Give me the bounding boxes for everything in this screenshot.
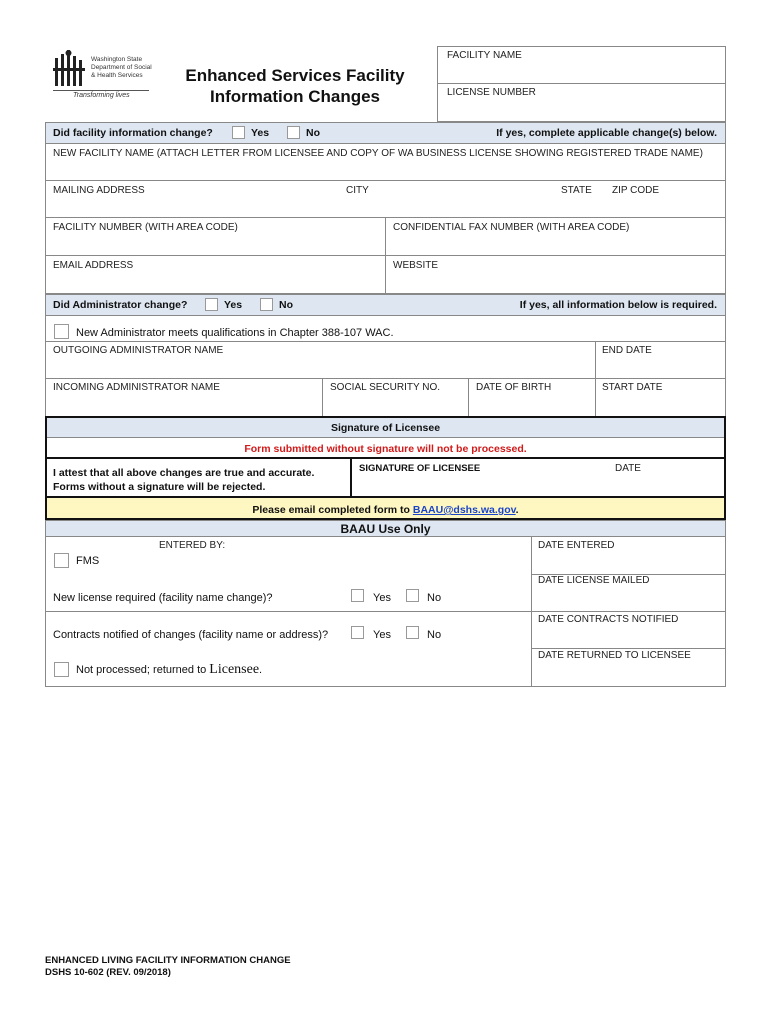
- incoming-admin-field[interactable]: [45, 378, 323, 417]
- signature-heading: Signature of Licensee: [330, 422, 441, 434]
- ssn-field[interactable]: [322, 378, 469, 417]
- facility-change-no-checkbox[interactable]: [287, 126, 300, 139]
- signature-date-label: DATE: [615, 463, 641, 474]
- new-facility-name-label: NEW FACILITY NAME (ATTACH LETTER FROM LICENSEE AND COPY OF WA BUSINESS LICENSE SHOWING REGISTERED TRADE NAME): [53, 148, 703, 159]
- baau-table: [45, 536, 726, 687]
- new-license-question: New license required (facility name change)?: [53, 592, 273, 604]
- incoming-admin-label: INCOMING ADMINISTRATOR NAME: [53, 382, 220, 393]
- facility-change-yes-label: Yes: [251, 127, 270, 139]
- not-processed-licensee: Licensee: [209, 662, 260, 677]
- mailing-address-row: [45, 180, 726, 218]
- fms-label: FMS: [76, 555, 100, 567]
- qualifications-text: New Administrator meets qualifications in Chapter 388-107 WAC.: [76, 327, 394, 339]
- outgoing-admin-label: OUTGOING ADMINISTRATOR NAME: [53, 345, 224, 356]
- outgoing-admin-field[interactable]: [45, 341, 596, 379]
- footer-form-number: DSHS 10-602 (REV. 09/2018): [45, 967, 171, 978]
- logo-line-2: Department of Social: [91, 64, 152, 71]
- entered-by-label: ENTERED BY:: [159, 540, 226, 551]
- contracts-no-checkbox[interactable]: [406, 626, 419, 639]
- state-label: STATE: [561, 185, 592, 196]
- license-number-label: LICENSE NUMBER: [447, 87, 536, 98]
- admin-change-no-checkbox[interactable]: [260, 298, 273, 311]
- signature-heading-bar: [47, 418, 724, 438]
- email-instruction-text: Please email completed form to: [252, 504, 413, 516]
- facility-name-field[interactable]: [437, 46, 726, 84]
- facility-change-instruction: If yes, complete applicable change(s) below.: [496, 127, 717, 139]
- contracts-no-label: No: [427, 629, 442, 641]
- end-date-field[interactable]: [595, 341, 726, 379]
- email-instruction-suffix: .: [515, 504, 519, 516]
- admin-change-header: [45, 294, 726, 316]
- email-address-label: EMAIL ADDRESS: [53, 260, 134, 271]
- end-date-label: END DATE: [602, 345, 652, 356]
- title-line-1: Enhanced Services Facility: [185, 66, 405, 85]
- contracts-question: Contracts notified of changes (facility name or address)?: [53, 629, 329, 641]
- contracts-yes-label: Yes: [373, 629, 391, 641]
- new-license-yes-label: Yes: [373, 592, 391, 604]
- not-processed-checkbox[interactable]: [54, 662, 69, 677]
- date-entered-field[interactable]: [532, 537, 726, 574]
- date-license-mailed-field[interactable]: [532, 575, 726, 611]
- new-license-no-checkbox[interactable]: [406, 589, 419, 602]
- admin-change-no-label: No: [279, 299, 293, 311]
- page-title: [160, 65, 430, 107]
- footer-form-title: ENHANCED LIVING FACILITY INFORMATION CHANGE: [45, 955, 291, 966]
- admin-change-instruction: If yes, all information below is required.: [519, 299, 717, 311]
- title-line-2: Information Changes: [209, 87, 380, 106]
- date-contracts-notified-field[interactable]: [532, 612, 726, 648]
- date-returned-field[interactable]: [532, 649, 726, 686]
- zip-code-label: ZIP CODE: [612, 185, 660, 196]
- date-returned-label: DATE RETURNED TO LICENSEE: [538, 650, 691, 661]
- date-license-mailed-label: DATE LICENSE MAILED: [538, 575, 650, 586]
- logo-line-1: Washington State: [91, 56, 143, 63]
- contracts-yes-checkbox[interactable]: [351, 626, 364, 639]
- facility-change-yes-checkbox[interactable]: [232, 126, 245, 139]
- website-field[interactable]: [385, 255, 726, 294]
- ssn-label: SOCIAL SECURITY NO.: [330, 382, 441, 393]
- facility-change-question: Did facility information change?: [53, 127, 213, 139]
- facility-number-field[interactable]: [45, 217, 386, 256]
- new-license-no-label: No: [427, 592, 442, 604]
- signature-warning: Form submitted without signature will not be processed.: [244, 443, 527, 455]
- qualifications-checkbox[interactable]: [54, 324, 69, 339]
- new-facility-name-field[interactable]: [45, 143, 726, 181]
- fax-number-field[interactable]: [385, 217, 726, 256]
- license-number-field[interactable]: [437, 83, 726, 122]
- admin-change-yes-label: Yes: [224, 299, 243, 311]
- dob-label: DATE OF BIRTH: [476, 382, 552, 393]
- facility-number-label: FACILITY NUMBER (WITH AREA CODE): [53, 222, 238, 233]
- fms-checkbox[interactable]: [54, 553, 69, 568]
- logo-tagline: Transforming lives: [73, 92, 130, 99]
- fax-number-label: CONFIDENTIAL FAX NUMBER (WITH AREA CODE): [393, 222, 630, 233]
- dshs-logo: [53, 50, 153, 100]
- not-processed-suffix: .: [259, 664, 263, 676]
- facility-change-no-label: No: [306, 127, 320, 139]
- new-license-yes-checkbox[interactable]: [351, 589, 364, 602]
- not-processed-text: [76, 662, 262, 678]
- signature-input[interactable]: [353, 459, 608, 496]
- attest-line-1: I attest that all above changes are true and accurate.: [53, 467, 315, 479]
- form-footer: [45, 955, 291, 979]
- mailing-address-label: MAILING ADDRESS: [53, 185, 145, 196]
- date-contracts-notified-label: DATE CONTRACTS NOTIFIED: [538, 614, 679, 625]
- signature-date-input[interactable]: [608, 459, 724, 496]
- facility-name-label: FACILITY NAME: [447, 50, 522, 61]
- zip-code-input[interactable]: [609, 197, 724, 217]
- logo-line-3: & Health Services: [91, 72, 143, 79]
- city-input[interactable]: [341, 197, 551, 217]
- not-processed-prefix: Not processed; returned to: [76, 664, 210, 676]
- facility-change-header: [45, 122, 726, 144]
- city-label: CITY: [346, 185, 369, 196]
- signature-label: SIGNATURE OF LICENSEE: [359, 463, 481, 474]
- baau-heading: BAAU Use Only: [340, 522, 431, 536]
- date-entered-label: DATE ENTERED: [538, 540, 615, 551]
- start-date-label: START DATE: [602, 382, 663, 393]
- signature-section: [45, 416, 726, 520]
- email-instruction-bar: [47, 496, 724, 518]
- admin-change-question: Did Administrator change?: [53, 299, 188, 311]
- attest-line-2: Forms without a signature will be rejected.: [53, 481, 266, 493]
- baau-heading-bar: [45, 520, 726, 537]
- email-address-field[interactable]: [45, 255, 386, 294]
- mailing-address-input[interactable]: [46, 197, 336, 217]
- baau-email-link[interactable]: BAAU@dshs.wa.gov: [412, 504, 516, 516]
- state-input[interactable]: [556, 197, 606, 217]
- dshs-logo-icon: [53, 50, 87, 90]
- signature-warning-bar: [47, 438, 724, 459]
- dob-field[interactable]: [468, 378, 596, 417]
- website-label: WEBSITE: [393, 260, 439, 271]
- admin-change-yes-checkbox[interactable]: [205, 298, 218, 311]
- start-date-field[interactable]: [595, 378, 726, 417]
